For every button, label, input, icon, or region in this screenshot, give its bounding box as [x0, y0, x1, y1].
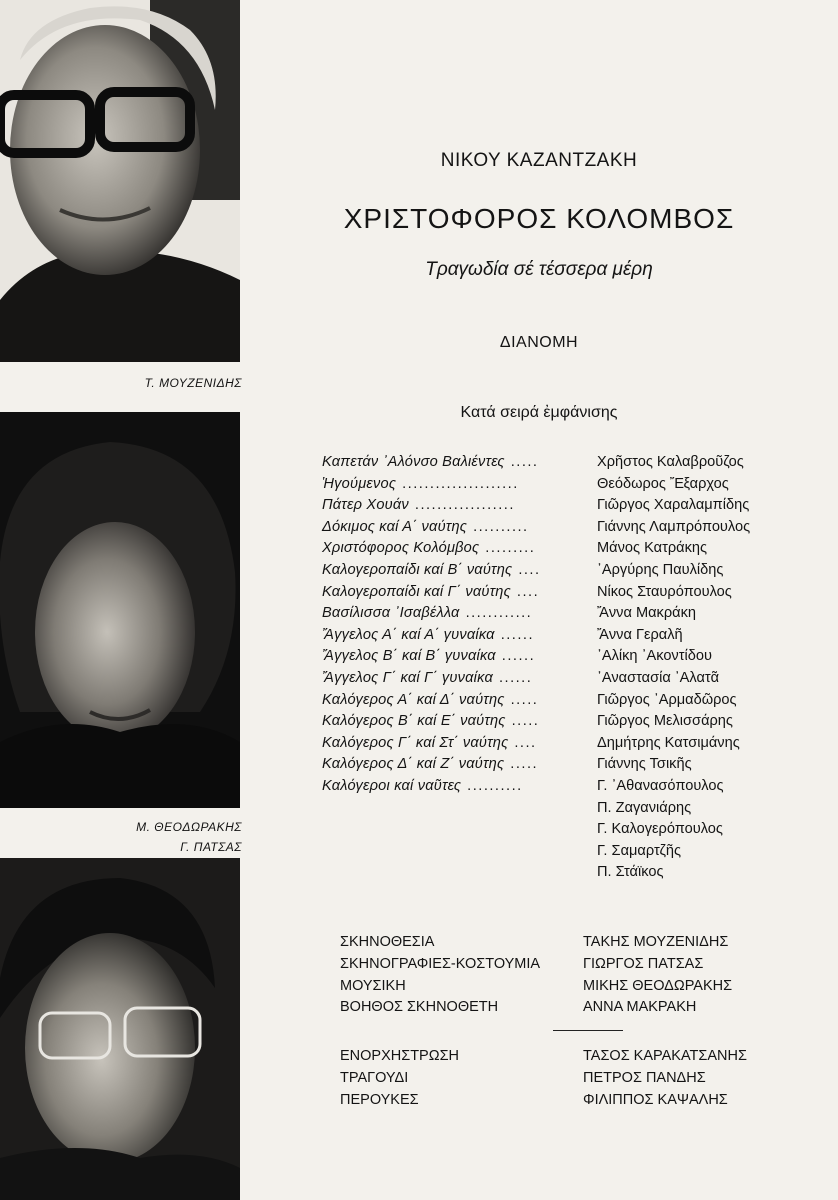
cast-dots: ..................... — [402, 475, 519, 492]
cast-dots: ..... — [511, 713, 540, 730]
crew-name: ΦΙΛΙΠΠΟΣ ΚΑΨΑΛΗΣ — [583, 1091, 728, 1108]
crew-row — [340, 954, 800, 976]
cast-actor: Γιῶργος Μελισσάρης — [597, 713, 733, 730]
crew-row — [340, 976, 800, 998]
cast-row — [322, 646, 792, 668]
cast-dots: ..... — [510, 454, 539, 470]
cast-dots: ............ — [465, 605, 533, 622]
crew-row — [340, 997, 800, 1019]
cast-dots: ..... — [510, 691, 539, 708]
crew-list-secondary — [340, 1046, 800, 1111]
cast-dots: .... — [516, 583, 540, 600]
cast-actor: Ἄννα Μακράκη — [597, 605, 696, 622]
cast-actor: Γιῶργος ᾿Αρμαδῶρος — [597, 691, 737, 708]
cast-dots: .......... — [467, 777, 523, 794]
cast-row — [322, 733, 792, 755]
photo-caption-1: Τ. ΜΟΥΖΕΝΙΔΗΣ — [144, 376, 242, 390]
crew-row — [340, 932, 800, 954]
cast-dots: .................. — [414, 497, 515, 514]
cast-actor: Γ. Καλογερόπουλος — [597, 821, 723, 838]
crew-divider — [553, 1030, 623, 1031]
cast-actor: Γιάννης Λαμπρόπουλος — [597, 518, 751, 535]
cast-row — [322, 625, 792, 647]
crew-row — [340, 1090, 800, 1112]
cast-role: Καλόγεροι καί ναῦτες — [322, 777, 462, 794]
crew-name: ΤΑΣΟΣ ΚΑΡΑΚΑΤΣΑΝΗΣ — [583, 1048, 747, 1064]
cast-role: Καλογεροπαίδι καί Β΄ ναύτης — [322, 561, 513, 578]
cast-actor: Γιῶργος Χαραλαμπίδης — [597, 497, 750, 514]
cast-actor: Π. Στάϊκος — [597, 864, 664, 881]
cast-actor: Γ. ᾿Αθανασόπουλος — [597, 777, 724, 794]
cast-actor: Θεόδωρος Ἔξαρχος — [597, 475, 729, 492]
play-subtitle: Τραγωδία σέ τέσσερα μέρη — [425, 259, 653, 280]
cast-actor: Χρῆστος Καλαβροῦζος — [597, 454, 744, 470]
portrait-image — [0, 412, 240, 808]
cast-role: Βασίλισσα ᾿Ισαβέλλα — [322, 605, 460, 622]
cast-actor: Μάνος Κατράκης — [597, 540, 708, 557]
crew-name: ΑΝΝΑ ΜΑΚΡΑΚΗ — [583, 999, 697, 1016]
crew-function: ΣΚΗΝΟΘΕΣΙΑ — [340, 934, 435, 950]
crew-list-main — [340, 932, 800, 1019]
cast-role: Ἄγγελος Α΄ καί Α΄ γυναίκα — [322, 626, 495, 643]
cast-row — [322, 690, 792, 712]
photo-caption-2a: Μ. ΘΕΟΔΩΡΑΚΗΣ — [136, 820, 242, 834]
order-heading: Κατά σειρά ἐμφάνισης — [460, 404, 618, 421]
crew-function: ΕΝΟΡΧΗΣΤΡΩΣΗ — [340, 1048, 460, 1064]
cast-row — [322, 819, 792, 841]
crew-function: ΒΟΗΘΟΣ ΣΚΗΝΟΘΕΤΗ — [340, 999, 499, 1016]
cast-dots: ..... — [510, 756, 539, 773]
cast-role: Δόκιμος καί Α΄ ναύτης — [322, 518, 468, 535]
cast-dots: .... — [514, 734, 537, 751]
cast-role: Ἄγγελος Β΄ καί Β΄ γυναίκα — [322, 648, 496, 665]
cast-role: Ἡγούμενος — [322, 475, 397, 492]
cast-dots: .......... — [473, 518, 529, 535]
cast-dots: ......... — [485, 540, 536, 557]
cast-role: Καλόγερος Δ΄ καί Ζ΄ ναύτης — [322, 756, 505, 773]
cast-actor: ᾿Αλίκη ᾿Ακοντίδου — [597, 648, 712, 665]
cast-row — [322, 474, 792, 496]
crew-name: ΠΕΤΡΟΣ ΠΑΝΔΗΣ — [583, 1069, 706, 1086]
cast-dots: ...... — [501, 648, 536, 665]
crew-name: ΜΙΚΗΣ ΘΕΟΔΩΡΑΚΗΣ — [583, 977, 733, 994]
cast-row — [322, 841, 792, 863]
cast-actor: Γιάννης Τσικῆς — [597, 756, 692, 773]
cast-actor: Δημήτρης Κατσιμάνης — [597, 734, 740, 751]
cast-row — [322, 452, 792, 474]
cast-row — [322, 603, 792, 625]
crew-function: ΣΚΗΝΟΓΡΑΦΙΕΣ-ΚΟΣΤΟΥΜΙΑ — [340, 955, 541, 972]
cast-actor: ᾿Αργύρης Παυλίδης — [597, 561, 724, 578]
photo-caption-2b: Γ. ΠΑΤΣΑΣ — [180, 840, 242, 854]
cast-row — [322, 754, 792, 776]
cast-role: Καλόγερος Γ΄ καί Στ΄ ναύτης — [322, 734, 509, 751]
cast-role: Πάτερ Χουάν — [322, 497, 409, 514]
cast-role: Καλόγερος Β΄ καί Ε΄ ναύτης — [322, 713, 506, 730]
portrait-image — [0, 858, 240, 1200]
cast-row — [322, 582, 792, 604]
crew-function: ΜΟΥΣΙΚΗ — [340, 977, 406, 994]
crew-function: ΠΕΡΟΥΚΕΣ — [340, 1091, 419, 1108]
crew-name: ΓΙΩΡΓΟΣ ΠΑΤΣΑΣ — [583, 955, 704, 972]
cast-role: Χριστόφορος Κολόμβος — [322, 540, 480, 557]
play-title: ΧΡΙΣΤΟΦΟΡΟΣ ΚΟΛΟΜΒΟΣ — [343, 203, 735, 234]
cast-actor: Π. Ζαγανιάρης — [597, 799, 692, 816]
cast-row — [322, 668, 792, 690]
crew-function: ΤΡΑΓΟΥΔΙ — [340, 1069, 409, 1086]
cast-row — [322, 495, 792, 517]
cast-role: Ἄγγελος Γ΄ καί Γ΄ γυναίκα — [322, 669, 493, 686]
portrait-photo-theodorakis — [0, 412, 240, 808]
cast-role: Καλογεροπαίδι καί Γ΄ ναύτης — [322, 583, 511, 600]
cast-dots: ...... — [498, 669, 533, 686]
cast-actor: Νίκος Σταυρόπουλος — [597, 583, 732, 600]
crew-name: ΤΑΚΗΣ ΜΟΥΖΕΝΙΔΗΣ — [583, 934, 729, 950]
cast-row — [322, 560, 792, 582]
cast-row — [322, 711, 792, 733]
cast-dots: .... — [518, 561, 541, 578]
cast-dots: ...... — [500, 626, 535, 643]
cast-role: Καπετάν ᾿Αλόνσο Βαλιέντες — [322, 454, 505, 470]
portrait-photo-mouzenidis — [0, 0, 240, 362]
cast-row — [322, 798, 792, 820]
cast-role: Καλόγερος Α΄ καί Δ΄ ναύτης — [322, 691, 505, 708]
portrait-photo-patsas — [0, 858, 240, 1200]
portrait-image — [0, 0, 240, 362]
cast-row — [322, 538, 792, 560]
cast-actor: Γ. Σαμαρτζῆς — [597, 842, 682, 859]
cast-actor: ᾿Αναστασία ᾿Αλατᾶ — [597, 669, 720, 686]
cast-list — [322, 452, 792, 884]
cast-row — [322, 517, 792, 539]
crew-row — [340, 1068, 800, 1090]
cast-row — [322, 862, 792, 884]
cast-row — [322, 776, 792, 798]
crew-row — [340, 1046, 800, 1068]
author-line: ΝΙΚΟΥ ΚΑΖΑΝΤΖΑΚΗ — [440, 150, 638, 171]
cast-actor: Ἄννα Γεραλῆ — [597, 626, 683, 643]
cast-heading: ΔΙΑΝΟΜΗ — [499, 334, 579, 351]
